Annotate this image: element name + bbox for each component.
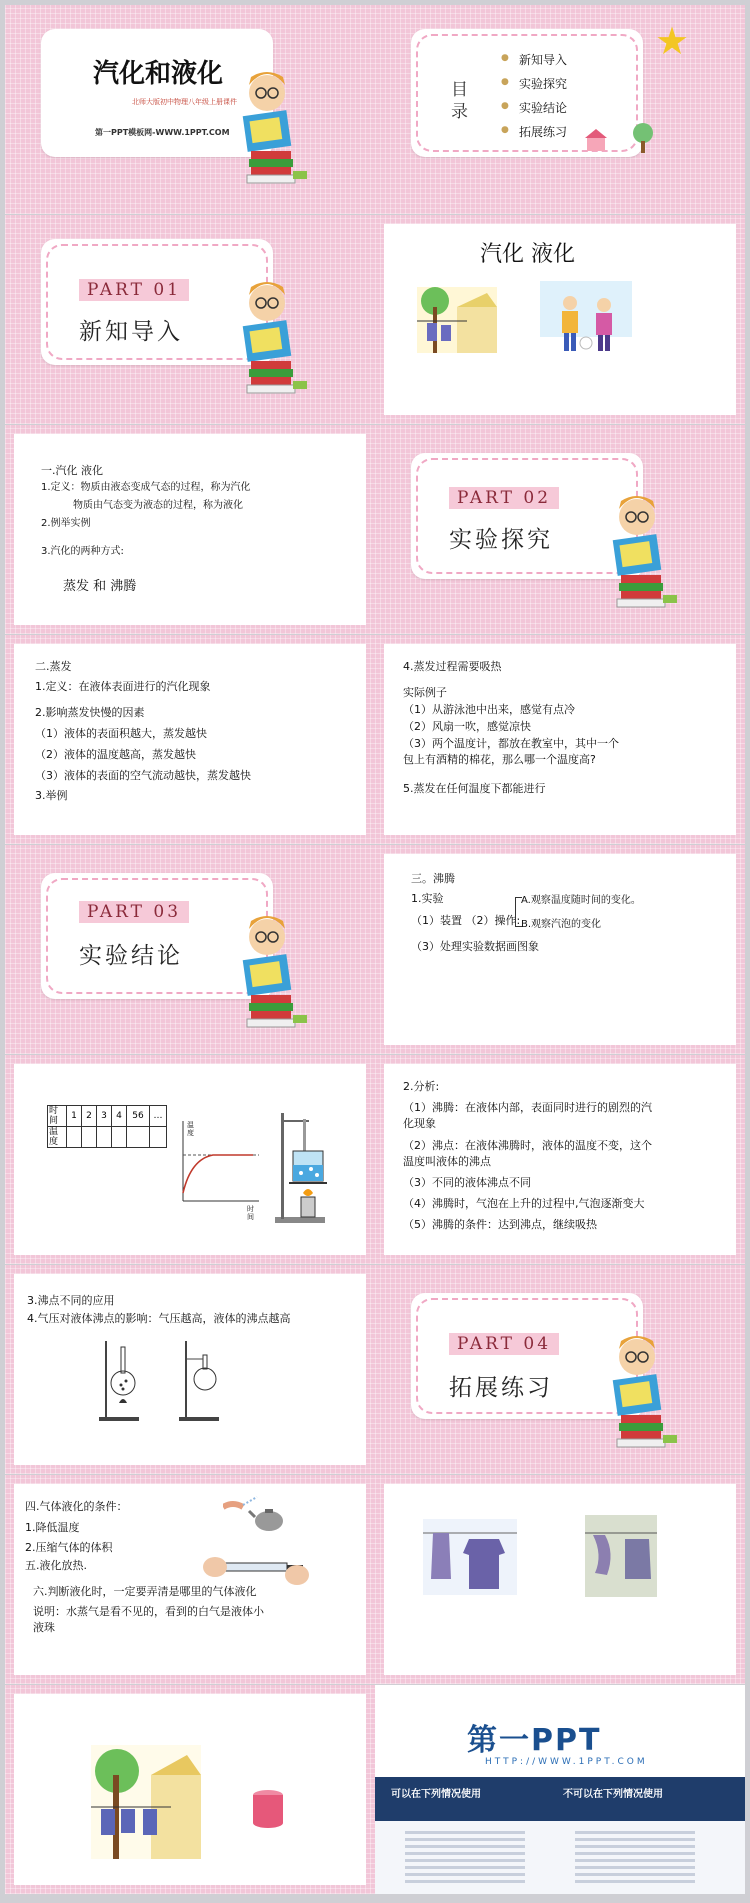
text-line-6: 蒸发 和 沸腾 xyxy=(63,579,137,594)
slide-boiling xyxy=(375,845,745,1054)
table-cell xyxy=(67,1127,82,1148)
ad-link-list-right xyxy=(575,1827,695,1887)
text-line-2: 1.实验 xyxy=(411,892,444,905)
boiling-apparatus-icon xyxy=(273,1107,333,1227)
slide-part-04 xyxy=(375,1265,745,1474)
option-a: A.观察温度随时间的变化。 xyxy=(521,895,641,906)
slide-toc xyxy=(375,5,745,214)
text-line-7: （4）沸腾时，气泡在上升的过程中,气泡逐渐变大 xyxy=(403,1197,645,1210)
text-line-2: 4.气压对液体沸点的影响：气压越高，液体的沸点越高 xyxy=(27,1312,291,1325)
toc-item-3[interactable]: 实验结论 xyxy=(519,101,568,115)
text-line-4: （2）沸点：在液体沸腾时，液体的温度不变，这个 xyxy=(403,1139,652,1152)
text-line-6: 说明：水蒸气是看不见的，看到的白气是液体小 xyxy=(33,1605,264,1618)
text-line-3: （1）装置 （2）操作: xyxy=(411,914,521,927)
part-label: PART 03 xyxy=(79,901,189,923)
table-cell xyxy=(82,1127,97,1148)
winter-people-image xyxy=(540,281,632,361)
slide-clothes-images xyxy=(375,1475,745,1684)
text-line-1: 二.蒸发 xyxy=(35,660,72,673)
text-line-3: 化现象 xyxy=(403,1117,436,1130)
text-line-1: 4.蒸发过程需要吸热 xyxy=(403,660,502,673)
syringe-hands-icon xyxy=(201,1547,311,1587)
boy-reading-icon xyxy=(237,907,309,1037)
text-line-2: 1.定义：物质由液态变成气态的过程，称为汽化 xyxy=(41,482,251,493)
text-line-3: 2.影响蒸发快慢的因素 xyxy=(35,706,145,719)
toc-item-1[interactable]: 新知导入 xyxy=(519,53,568,67)
house-tree-image xyxy=(417,287,497,353)
table-cell: … xyxy=(150,1106,167,1127)
text-line-1: 2.分析: xyxy=(403,1080,440,1093)
table-cell: 3 xyxy=(97,1106,112,1127)
text-line-2: 实际例子 xyxy=(403,686,447,699)
section-title: 实验结论 xyxy=(79,943,183,969)
text-line-7: 3.举例 xyxy=(35,789,68,802)
data-table xyxy=(47,1105,167,1148)
text-line-1: 四.气体液化的条件： xyxy=(25,1500,128,1513)
part-border xyxy=(416,458,638,574)
text-line-4: （2）风扇一吹，感觉凉快 xyxy=(403,720,531,733)
table-cell xyxy=(112,1127,127,1148)
slide-part-02 xyxy=(375,425,745,634)
text-line-6: （3）不同的液体沸点不同 xyxy=(403,1176,531,1189)
slide-part-01 xyxy=(5,215,375,424)
slide-liquefaction xyxy=(5,1475,375,1684)
toc-item-4[interactable]: 拓展练习 xyxy=(519,125,568,139)
table-cell xyxy=(127,1127,150,1148)
ad-can-heading: 可以在下列情况使用 xyxy=(391,1789,481,1800)
text-line-7: 5.蒸发在任何温度下都能进行 xyxy=(403,782,546,795)
bullet-icon: ● xyxy=(501,77,509,87)
text-line-3: 物质由气态变为液态的过程，称为液化 xyxy=(73,500,243,511)
text-line-2: 1.降低温度 xyxy=(25,1521,80,1534)
part-label: PART 04 xyxy=(449,1333,559,1355)
part-border xyxy=(46,878,268,994)
ad-link-list-left xyxy=(405,1827,525,1887)
slide-intro-images xyxy=(375,215,745,424)
house-tree-icon xyxy=(585,117,665,157)
table-cell: 4 xyxy=(112,1106,127,1127)
slide-definition xyxy=(5,425,375,634)
bullet-icon: ● xyxy=(501,101,509,111)
text-line-2: （1）沸腾：在液体内部，表面同时进行的剧烈的汽 xyxy=(403,1101,652,1114)
part-label: PART 02 xyxy=(449,487,559,509)
table-cell: 1 xyxy=(67,1106,82,1127)
text-line-1: 一.汽化 液化 xyxy=(41,464,103,477)
toc-heading: 目录 xyxy=(451,80,468,122)
toc-item-2[interactable]: 实验探究 xyxy=(519,77,568,91)
slide-evaporation xyxy=(5,635,375,844)
slide-boiling-point xyxy=(5,1265,375,1474)
text-line-5: 六.判断液化时，一定要弄清是哪里的气体液化 xyxy=(33,1585,257,1598)
y-axis-label: 温度 xyxy=(187,1121,194,1137)
section-title: 实验探究 xyxy=(449,527,553,553)
text-line-6: 包上有酒精的棉花，那么哪一个温度高? xyxy=(403,753,596,766)
site-text: 第一PPT模板网-WWW.1PPT.COM xyxy=(95,128,230,137)
boy-reading-icon xyxy=(607,1327,679,1457)
text-line-5: 3.汽化的两种方式: xyxy=(41,546,124,557)
cup-icon xyxy=(251,1789,285,1829)
boy-reading-icon xyxy=(607,487,679,617)
boy-reading-icon xyxy=(237,63,309,193)
subtitle-text: 北师大版初中物理八年级上册课件 xyxy=(132,98,237,106)
table-cell xyxy=(150,1127,167,1148)
text-line-1: 3.沸点不同的应用 xyxy=(27,1294,115,1307)
ad-cannot-heading: 不可以在下列情况使用 xyxy=(563,1789,663,1800)
section-title: 拓展练习 xyxy=(449,1375,553,1401)
boy-reading-icon xyxy=(237,273,309,403)
text-line-5: （3）两个温度计，都放在教室中，其中一个 xyxy=(403,737,619,750)
slide-evaporation-2 xyxy=(375,635,745,844)
ad-url[interactable]: HTTP://WWW.1PPT.COM xyxy=(485,1757,648,1767)
title-text: 汽化和液化 xyxy=(93,59,224,89)
flask-apparatus-icon xyxy=(95,1337,255,1427)
slide-data-table xyxy=(5,1055,375,1264)
slide-analysis xyxy=(375,1055,745,1264)
slide-heading: 汽化 液化 xyxy=(480,242,575,267)
table-cell: 时间 xyxy=(48,1106,67,1127)
part-label: PART 01 xyxy=(79,279,189,301)
slide-ad xyxy=(375,1685,745,1894)
table-cell: 56 xyxy=(127,1106,150,1127)
text-line-4: （1）液体的表面积越大，蒸发越快 xyxy=(35,727,207,740)
kettle-hand-icon xyxy=(223,1495,293,1535)
text-line-3: （1）从游泳池中出来，感觉有点冷 xyxy=(403,703,575,716)
text-line-5: （2）液体的温度越高，蒸发越快 xyxy=(35,748,196,761)
ad-logo: 第一PPT xyxy=(467,1723,602,1758)
text-line-4: （3）处理实验数据画图象 xyxy=(411,940,539,953)
text-line-8: （5）沸腾的条件：达到沸点，继续吸热 xyxy=(403,1218,597,1231)
house-clothesline-image xyxy=(91,1745,201,1859)
option-b: B.观察汽泡的变化 xyxy=(521,919,602,930)
section-title: 新知导入 xyxy=(79,319,183,345)
text-line-7: 液珠 xyxy=(33,1621,55,1634)
star-icon: ★ xyxy=(655,19,690,63)
clothes-hanging-image xyxy=(423,1519,517,1595)
table-cell xyxy=(97,1127,112,1148)
slide-part-03 xyxy=(5,845,375,1054)
slide-scene-image xyxy=(5,1685,375,1894)
text-line-4: 五.液化放热. xyxy=(25,1559,87,1572)
bullet-icon: ● xyxy=(501,53,509,63)
table-cell: 2 xyxy=(82,1106,97,1127)
text-line-4: 2.例举实例 xyxy=(41,518,91,529)
slide-title xyxy=(5,5,375,214)
text-line-6: （3）液体的表面的空气流动越快，蒸发越快 xyxy=(35,769,251,782)
x-axis-label: 时间 xyxy=(247,1205,254,1221)
table-cell: 温度 xyxy=(48,1127,67,1148)
text-line-3: 2.压缩气体的体积 xyxy=(25,1541,113,1554)
text-line-5: 温度叫液体的沸点 xyxy=(403,1155,491,1168)
text-line-2: 1.定义：在液体表面进行的汽化现象 xyxy=(35,680,211,693)
bullet-icon: ● xyxy=(501,125,509,135)
clothes-wind-image xyxy=(585,1515,657,1597)
text-line-1: 三。沸腾 xyxy=(411,872,455,885)
